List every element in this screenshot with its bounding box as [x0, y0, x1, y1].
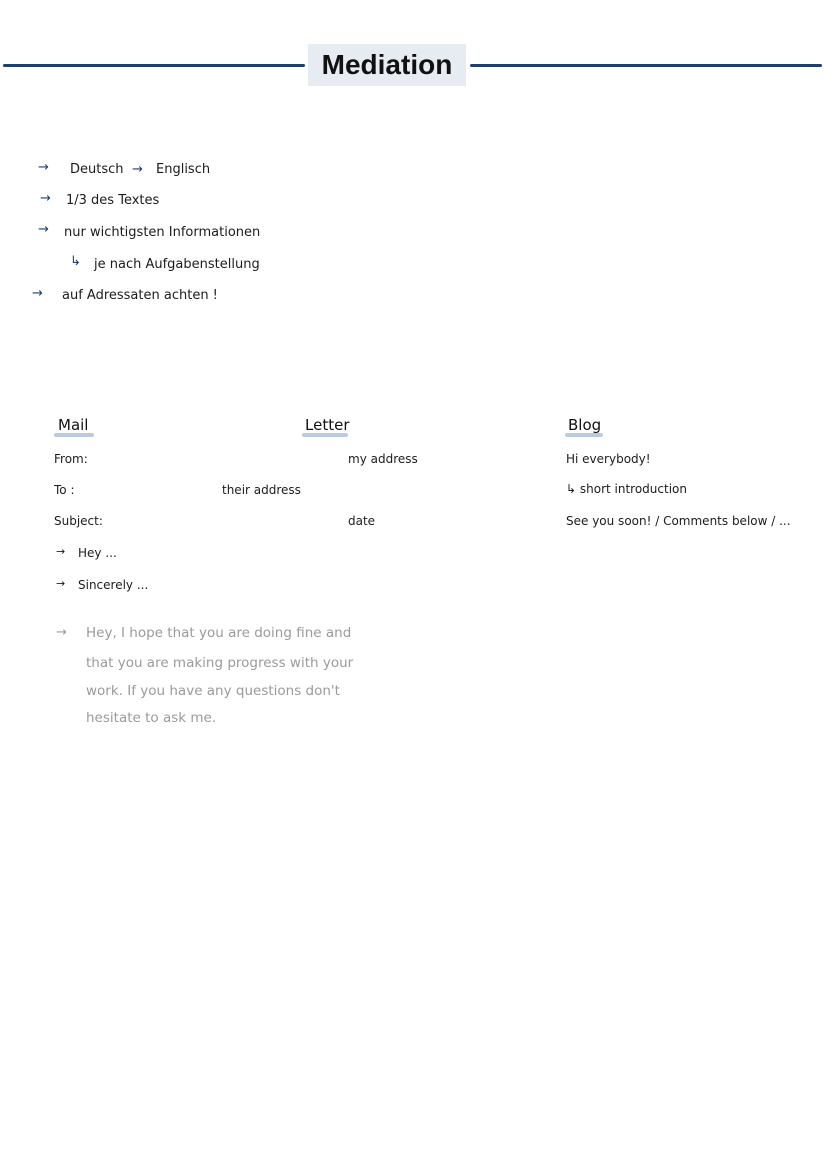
bullet-mid-arrow-icon: →	[132, 162, 143, 177]
bullet-arrow-icon: →	[38, 160, 49, 175]
example-line: Hey, I hope that you are doing fine and	[86, 625, 352, 641]
example-line: work. If you have any questions don't	[86, 683, 340, 699]
bullet-arrow-icon: →	[40, 191, 51, 206]
bullet-text-deutsch: Deutsch	[70, 162, 124, 177]
mail-from-label: From:	[54, 452, 88, 466]
mail-to-label: To :	[54, 483, 75, 497]
mail-closing-arrow-icon: →	[56, 577, 66, 590]
letter-date: date	[348, 514, 376, 528]
mail-subject-label: Subject:	[54, 514, 103, 528]
bullet-text-englisch: Englisch	[156, 162, 211, 177]
bullet-text: auf Adressaten achten !	[62, 288, 218, 303]
blog-heading: Blog	[568, 416, 602, 434]
bullet-arrow-icon: →	[38, 222, 49, 237]
letter-my-address: my address	[348, 452, 418, 466]
blog-closing: See you soon! / Comments below / ...	[566, 514, 791, 528]
title-bar	[0, 44, 828, 86]
bullet-sub-arrow-icon: ↳	[70, 254, 81, 269]
bullet-text: nur wichtigsten Informationen	[64, 225, 261, 240]
blog-greeting: Hi everybody!	[566, 452, 651, 466]
mail-greeting: Hey ...	[78, 546, 117, 560]
mail-closing: Sincerely ...	[78, 578, 149, 592]
bullet-arrow-icon: →	[32, 286, 43, 301]
mail-greeting-arrow-icon: →	[56, 545, 66, 558]
example-line: that you are making progress with your	[86, 655, 354, 671]
example-line: hesitate to ask me.	[86, 710, 217, 726]
title-rule-right	[470, 64, 822, 67]
blog-intro: ↳ short introduction	[566, 482, 687, 496]
letter-their-address: their address	[222, 483, 301, 497]
bullet-text: 1/3 des Textes	[66, 193, 160, 208]
title-rule-left	[3, 64, 305, 67]
letter-heading: Letter	[305, 416, 350, 434]
page-title: Mediation	[308, 44, 466, 86]
example-arrow-icon: →	[56, 625, 67, 640]
mail-heading: Mail	[58, 416, 89, 434]
bullet-text: je nach Aufgabenstellung	[94, 257, 260, 272]
